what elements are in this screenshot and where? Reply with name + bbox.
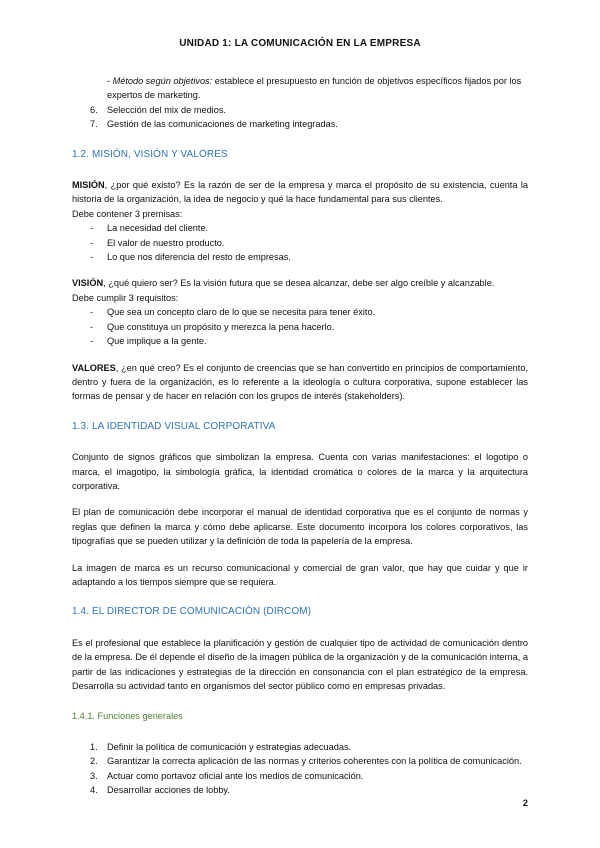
- list-item-text: Definir la política de comunicación y estrategias adecuadas.: [107, 741, 352, 752]
- list-item-text: La necesidad del cliente.: [107, 223, 209, 234]
- section-heading-1-2: 1.2. MISIÓN, VISIÓN Y VALORES: [72, 148, 228, 160]
- valores-term: VALORES: [72, 362, 116, 373]
- list-number: 1.: [90, 741, 98, 752]
- vision-list: [72, 305, 528, 348]
- list-item: - Lo que nos diferencia del resto de empresas.: [90, 252, 291, 263]
- vision-text: , ¿qué quiero ser? Es la visión futura que se desea alcanzar, debe ser algo creíble y alcanzable.: [103, 278, 495, 289]
- subsection-heading-1-4-1: 1.4.1. Funciones generales: [72, 711, 183, 722]
- list-number: 4.: [90, 785, 98, 796]
- list-number: 3.: [90, 770, 98, 781]
- mision-intro: Debe contener 3 premisas:: [72, 208, 183, 219]
- list-item-text: El valor de nuestro producto.: [107, 237, 225, 248]
- intro-paragraph: [72, 74, 528, 103]
- list-item-text: Gestión de las comunicaciones de marketing integradas.: [107, 119, 338, 130]
- list-item-text: Desarrollar acciones de lobby.: [107, 785, 230, 796]
- list-item: [72, 754, 528, 768]
- identity-paragraph-3: La imagen de marca es un recurso comunicacional y comercial de gran valor, que hay que cuidar y que ir adaptando a los tiempos siempre que se requiera.: [72, 562, 528, 587]
- mision-term: MISIÓN: [72, 180, 105, 191]
- identity-paragraph-2: El plan de comunicación debe incorporar el manual de identidad corporativa que es el conjunto de normas y reglas que definen la marca y cómo debe aplicarse. Este documento incorpora los colores corporativos, las tipografías que se pueden utilizar y la definición de toda la papelería de la empresa.: [72, 507, 528, 547]
- list-number: 2.: [90, 756, 98, 767]
- list-item: - Que implique a la gente.: [90, 336, 207, 347]
- section-heading-1-3: 1.3. LA IDENTIDAD VISUAL CORPORATIVA: [72, 420, 276, 432]
- identity-paragraph-1: Conjunto de signos gráficos que simbolizan la empresa. Cuenta con varias manifestaciones: el logotipo o marca, el imagotipo, la simbología gráfica, la identidad cromática o colores de la marca y la arquitectura corporativa.: [72, 452, 528, 491]
- valores-paragraph: [72, 361, 528, 404]
- list-item-text: Que constituya un propósito y merezca la pena hacerlo.: [107, 321, 335, 332]
- list-item-text: Garantizar la correcta aplicación de las normas y criterios coherentes con la política de comunicación.: [107, 756, 522, 767]
- list-number: 6.: [90, 104, 98, 115]
- page-content: [72, 74, 528, 797]
- list-item-text: Lo que nos diferencia del resto de empresas.: [107, 252, 291, 263]
- list-item: - Que constituya un propósito y merezca la pena hacerlo.: [90, 321, 335, 332]
- list-item: [72, 117, 528, 131]
- functions-list: [72, 740, 528, 798]
- mision-paragraph: [72, 178, 528, 207]
- vision-intro: Debe cumplir 3 requisitos:: [72, 292, 179, 303]
- vision-paragraph: [72, 276, 528, 290]
- list-item-text: Actuar como portavoz oficial ante los medios de comunicación.: [107, 770, 364, 781]
- section-heading-1-4: 1.4. EL DIRECTOR DE COMUNICACIÓN (DIRCOM): [72, 606, 312, 618]
- method-text: establece el presupuesto en función de objetivos específicos fijados por los expertos de marketing.: [107, 76, 522, 101]
- vision-term: VISIÓN: [72, 278, 104, 289]
- page-header: UNIDAD 1: LA COMUNICACIÓN EN LA EMPRESA: [179, 38, 421, 49]
- list-item: [72, 783, 528, 797]
- list-item: [72, 740, 528, 754]
- dircom-paragraph: Es el profesional que establece la planificación y gestión de cualquier tipo de actividad de comunicación dentro de la empresa. De él depende el diseño de la imagen pública de la organización y de la comunicación interna, a partir de las indicaciones y estrategias de la dirección en consonancia con el plan estratégico de la empresa. Desarrolla su actividad tanto en organismos del sector público como en empresas privadas.: [72, 637, 528, 691]
- list-item-text: Que implique a la gente.: [107, 336, 207, 347]
- mision-list: [72, 221, 528, 264]
- method-label: - Método según objetivos:: [107, 76, 213, 86]
- list-number: 7.: [90, 119, 98, 130]
- list-item-text: Selección del mix de medios.: [107, 104, 226, 115]
- valores-text: , ¿en qué creo? Es el conjunto de creencias que se han convertido en principios de comportamiento, dentro y fuera de la organización, es lo referente a la ideología o cultura corporativa, supone establecer las formas de pensar y de hacer en relación con los grupos de interés (stakeholders).: [72, 362, 528, 402]
- list-item: - La necesidad del cliente.: [90, 223, 209, 234]
- page-number: 2: [522, 798, 528, 808]
- list-item: [72, 769, 528, 783]
- list-item: - El valor de nuestro producto.: [90, 237, 225, 248]
- mision-text: , ¿por qué existo? Es la razón de ser de la empresa y marca el propósito de su existencia, cuenta la historia de la organización, la idea de negocio y qué la hace fundamental para sus clientes.: [72, 180, 528, 205]
- list-item-text: Que sea un concepto claro de lo que se necesita para tener éxito.: [107, 307, 376, 318]
- intro-list: [72, 103, 528, 132]
- list-item: - Que sea un concepto claro de lo que se necesita para tener éxito.: [90, 307, 376, 318]
- list-item: [72, 103, 528, 117]
